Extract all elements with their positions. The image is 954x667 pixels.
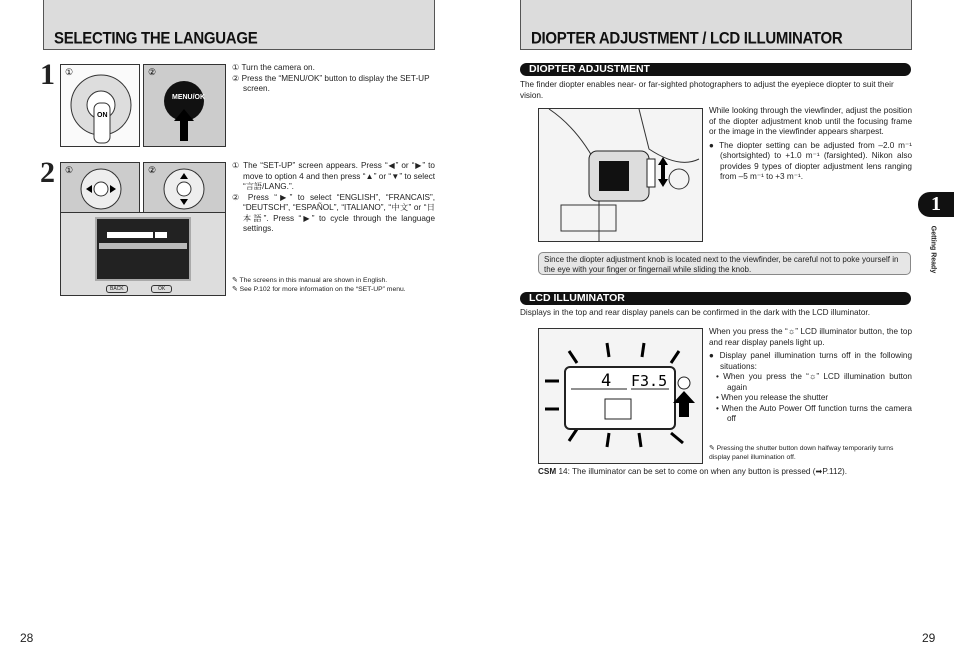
diopter-knob-figure — [538, 108, 703, 242]
step2-instructions: ① The “SET-UP” screen appears. Press “◀” or “▶” to move to option 4 and then press “▲” or “▼” to select “言語/LANG.”. ② Press “▶” to select “ENGLISH”, “FRANCAIS”, “DEUTSCH”, “ESPAÑOL”, “ITALIANO”, “中文” or “日本語”. Press “▶” to cycle through the language settings. — [232, 161, 435, 233]
dpad-left-figure — [60, 162, 140, 213]
step-number: 1 — [40, 58, 55, 91]
chapter-label: Getting Ready — [929, 225, 937, 274]
lcd-body: When you press the “☼” LCD illuminator button, the top and rear display panels light up. ● Display panel illumination turns off in the following situations: • When you press the “☼” LCD illumination button again • When you release the shutter • When the Auto Power Off function turns the camera off — [709, 327, 912, 423]
dpad-right-figure — [143, 162, 226, 213]
step1-instructions: ① Turn the camera on. ② Press the “MENU/OK” button to display the SET-UP screen. — [232, 63, 430, 93]
chapter-tab: 1 — [918, 192, 954, 217]
left-page-header — [43, 0, 435, 50]
svg-text:①: ① — [65, 67, 74, 77]
memo-note: ✎ See P.102 for more information on the “SET-UP” menu. — [232, 285, 406, 293]
step-number: 2 — [40, 156, 55, 189]
svg-text:MENU/OK: MENU/OK — [172, 94, 206, 101]
setup-screen-figure — [60, 212, 226, 296]
page-title: DIOPTER ADJUSTMENT / LCD ILLUMINATOR — [531, 29, 843, 48]
right-page-header — [520, 0, 912, 50]
memo-note: ✎ The screens in this manual are shown in English. — [232, 277, 388, 284]
svg-text:②: ② — [148, 165, 157, 175]
caution-box: Since the diopter adjustment knob is located next to the viewfinder, be careful not to poke yourself in the eye with your finger or fingernail while sliding the knob. — [538, 252, 911, 275]
section-heading: DIOPTER ADJUSTMENT — [520, 63, 911, 76]
svg-text:②: ② — [148, 67, 157, 77]
page-number: 29 — [922, 631, 936, 645]
left-notes — [232, 277, 435, 294]
lcd-intro: Displays in the top and rear display panels can be confirmed in the dark with the LCD illuminator. — [520, 308, 870, 317]
csm-note: CSM 14: The illuminator can be set to come on when any button is pressed (➡P.112). — [538, 467, 848, 476]
ok-button-label: OK — [151, 285, 172, 293]
lcd-illuminator-figure — [538, 328, 703, 464]
display-count: 4 — [601, 371, 612, 391]
page-number: 28 — [20, 631, 34, 645]
memo-note: ✎ Pressing the shutter button down halfway temporarily turns display panel illumination off. — [709, 445, 894, 461]
camera-power-switch-figure — [60, 64, 140, 147]
diopter-body: While looking through the viewfinder, adjust the position of the diopter adjustment knob until the focusing frame or the image in the viewfinder appears sharpest. ● The diopter setting can be adjusted from –2.0 m⁻¹ (shortsighted) to +1.0 m⁻¹ (farsighted). Nikon also provides 9 types of diopter adjustment lens ranging from –5 m⁻¹ to +3 m⁻¹. — [709, 106, 912, 181]
back-button-label: BACK — [106, 285, 128, 293]
display-aperture: F3.5 — [631, 372, 668, 390]
on-label: ON — [97, 112, 108, 119]
svg-text:①: ① — [65, 165, 74, 175]
section-heading: LCD ILLUMINATOR — [520, 292, 911, 305]
page-title: SELECTING THE LANGUAGE — [54, 29, 258, 48]
menu-ok-button-figure — [143, 64, 226, 147]
diopter-intro: The finder diopter enables near- or far-sighted photographers to adjust the eyepiece diopter to suit their vision. — [520, 80, 894, 100]
